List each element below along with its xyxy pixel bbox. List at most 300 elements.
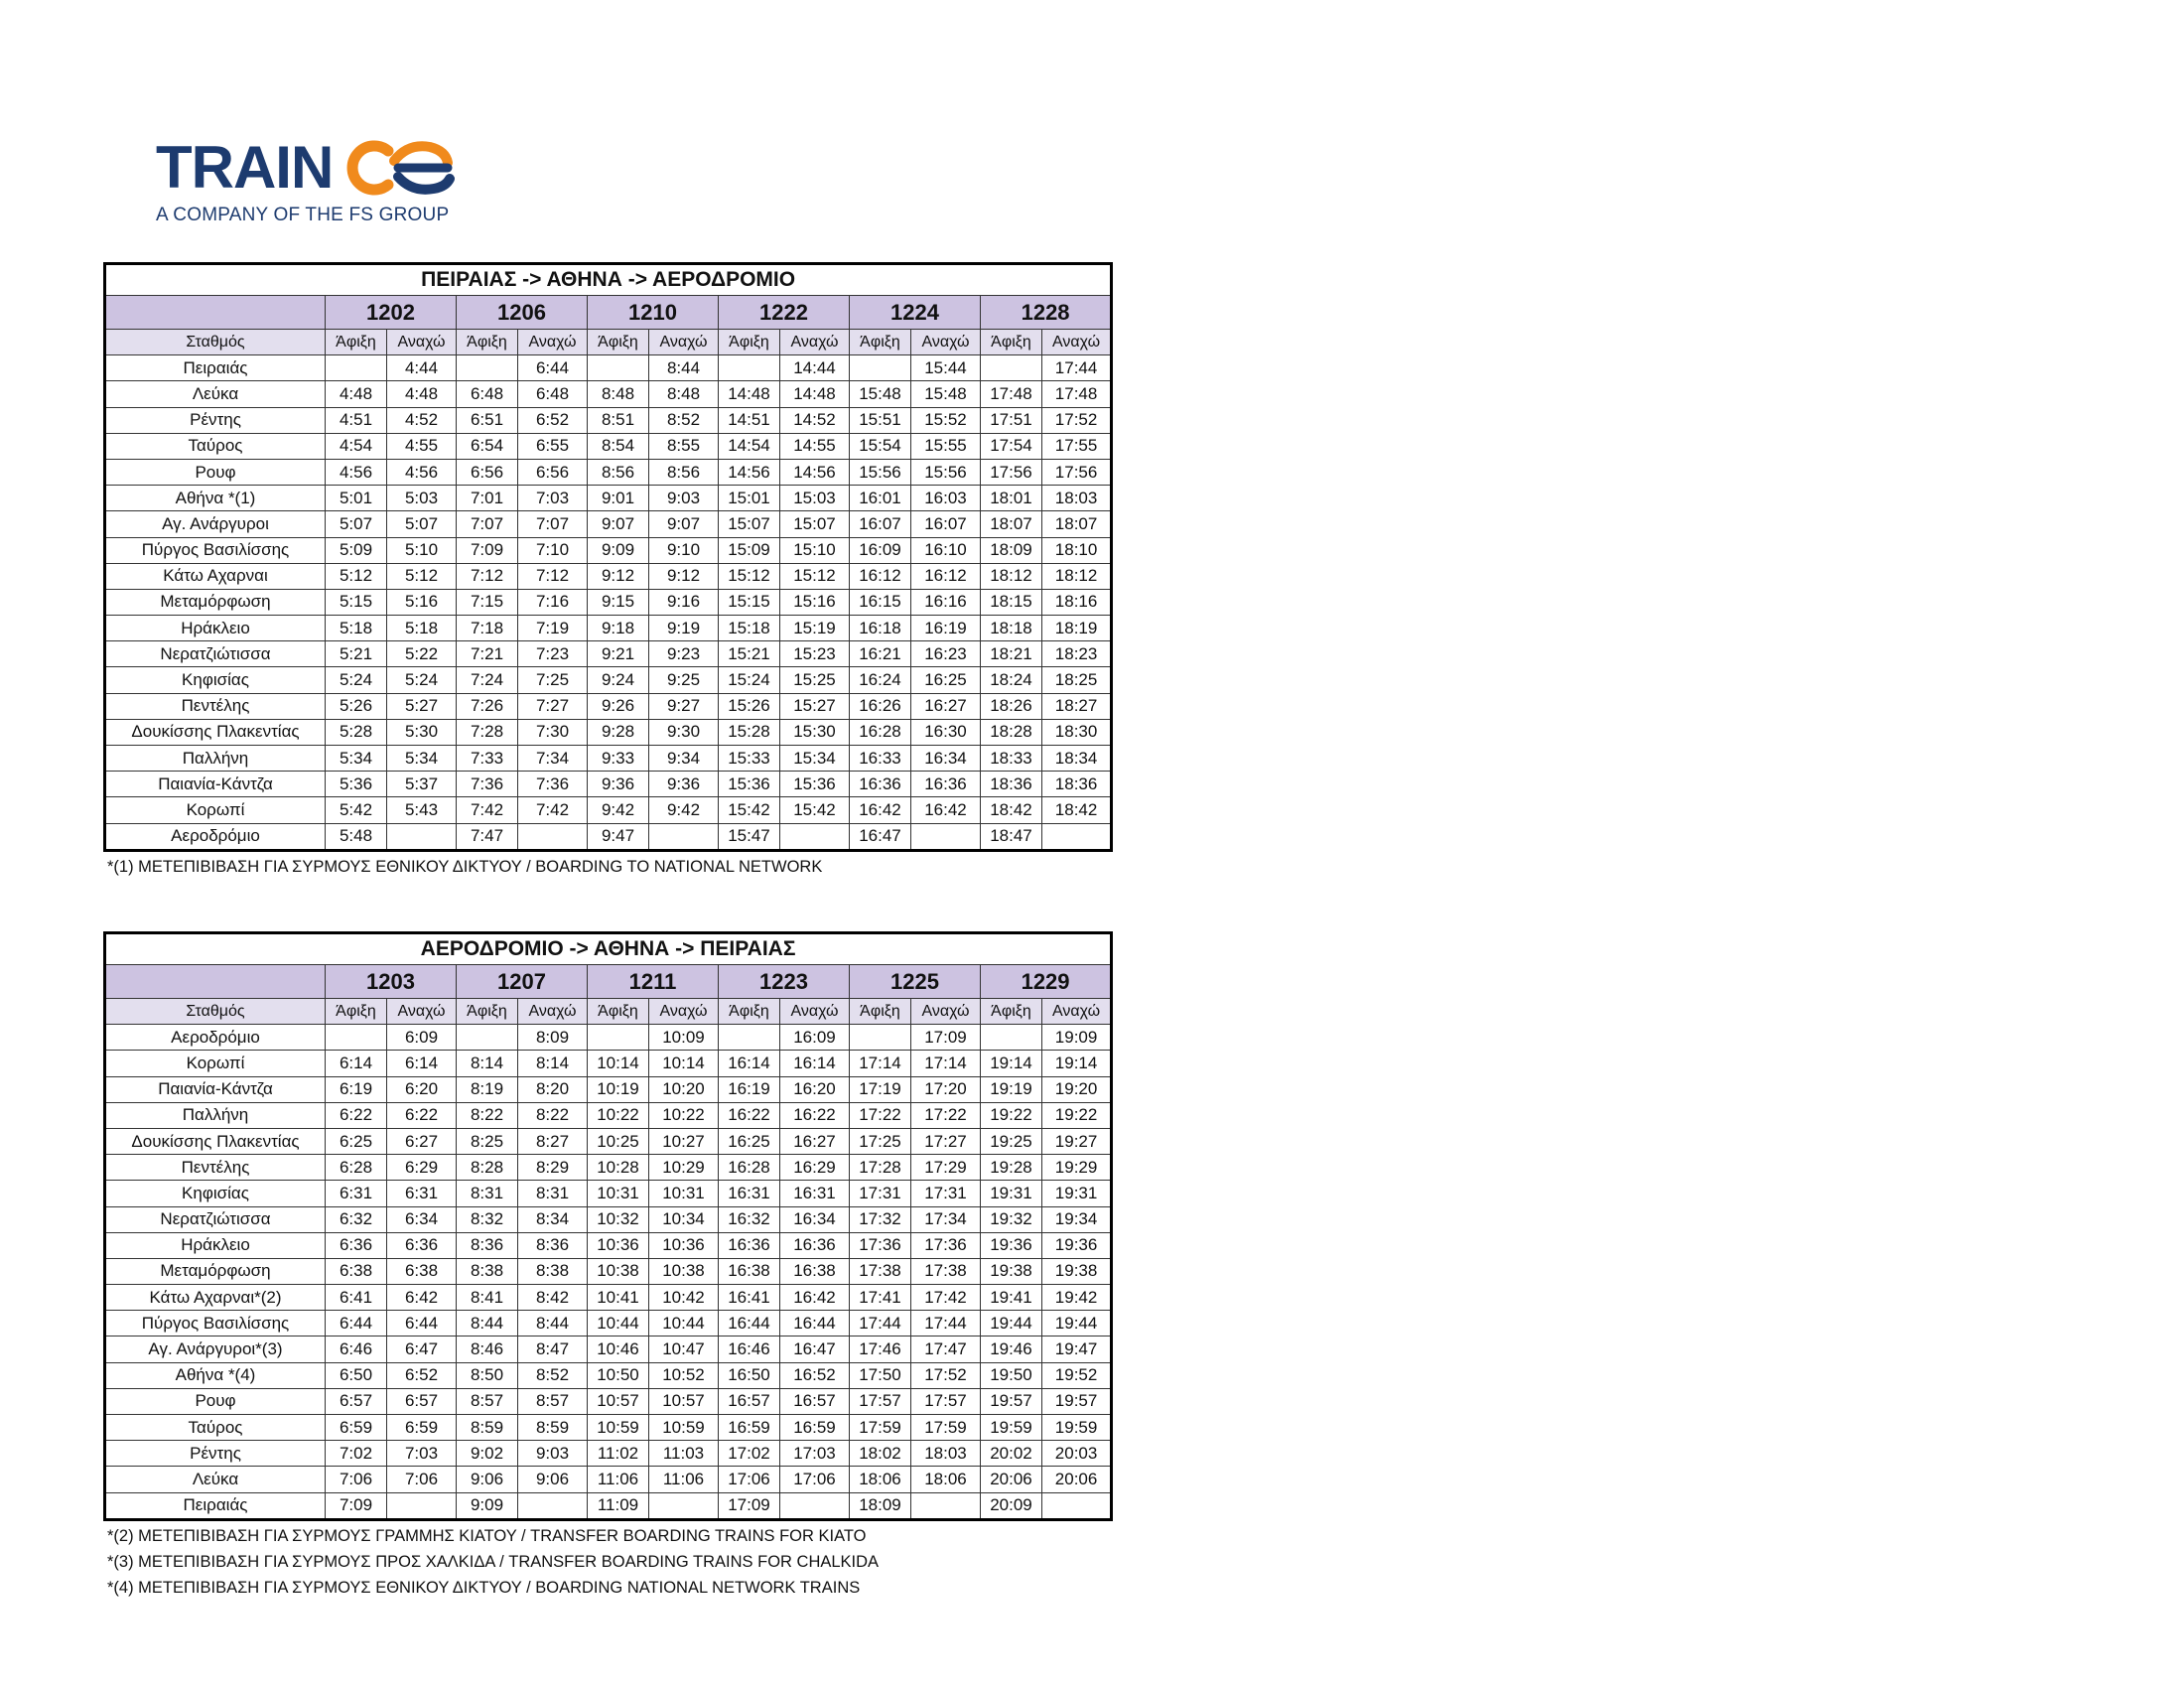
arrival-time: 16:31 xyxy=(719,1181,780,1206)
departure-time: 6:57 xyxy=(387,1388,457,1414)
arrival-time: 9:18 xyxy=(588,616,649,641)
departure-time: 17:29 xyxy=(911,1155,981,1181)
departure-time: 16:57 xyxy=(780,1388,850,1414)
departure-time: 19:38 xyxy=(1042,1258,1112,1284)
table-row xyxy=(105,772,1112,797)
arrival-time xyxy=(588,355,649,381)
departure-time: 5:24 xyxy=(387,667,457,693)
departure-time: 10:44 xyxy=(649,1311,719,1336)
arrival-time: 7:33 xyxy=(457,746,518,772)
arrival-time: 15:15 xyxy=(719,589,780,615)
arrival-time: 16:41 xyxy=(719,1285,780,1311)
arrival-time: 8:50 xyxy=(457,1362,518,1388)
departure-time: 7:10 xyxy=(518,537,588,563)
header-blank-cell xyxy=(105,296,326,330)
arrival-time: 7:18 xyxy=(457,616,518,641)
station-name: Ταύρος xyxy=(105,1415,326,1441)
arrival-time: 18:21 xyxy=(981,641,1042,667)
arrival-column-header: Άφιξη xyxy=(457,330,518,355)
station-name: Αεροδρόμιο xyxy=(105,823,326,850)
departure-time: 10:38 xyxy=(649,1258,719,1284)
arrival-time: 17:59 xyxy=(850,1415,911,1441)
arrival-time: 18:09 xyxy=(850,1492,911,1519)
arrival-time: 16:42 xyxy=(850,797,911,823)
arrival-time xyxy=(719,355,780,381)
arrival-time: 17:02 xyxy=(719,1441,780,1467)
departure-time: 8:36 xyxy=(518,1232,588,1258)
departure-column-header: Αναχώ xyxy=(1042,999,1112,1025)
table-row xyxy=(105,563,1112,589)
departure-time: 18:27 xyxy=(1042,693,1112,719)
departure-time xyxy=(387,1492,457,1519)
departure-time: 7:12 xyxy=(518,563,588,589)
arrival-time: 9:24 xyxy=(588,667,649,693)
table-row xyxy=(105,1388,1112,1414)
arrival-time: 7:47 xyxy=(457,823,518,850)
departure-time: 8:27 xyxy=(518,1128,588,1154)
station-name: Αεροδρόμιο xyxy=(105,1025,326,1051)
departure-time: 10:59 xyxy=(649,1415,719,1441)
arrival-time: 19:44 xyxy=(981,1311,1042,1336)
departure-time: 17:48 xyxy=(1042,381,1112,407)
station-name: Ταύρος xyxy=(105,433,326,459)
departure-time: 16:27 xyxy=(911,693,981,719)
station-name: Λεύκα xyxy=(105,381,326,407)
table-row xyxy=(105,1258,1112,1284)
arrival-time: 5:21 xyxy=(326,641,387,667)
departure-time: 15:03 xyxy=(780,486,850,511)
departure-time: 6:20 xyxy=(387,1076,457,1102)
footnote: *(4) ΜΕΤΕΠΙΒΙΒΑΣΗ ΓΙΑ ΣΥΡΜΟΥΣ ΕΘΝΙΚΟΥ ΔΙΚΤΥΟΥ / BOARDING NATIONAL NETWORK TRAINS xyxy=(107,1579,861,1597)
table-row xyxy=(105,486,1112,511)
departure-time: 16:38 xyxy=(780,1258,850,1284)
departure-time: 19:52 xyxy=(1042,1362,1112,1388)
arrival-time: 17:31 xyxy=(850,1181,911,1206)
departure-time: 6:14 xyxy=(387,1051,457,1076)
arrival-time: 18:42 xyxy=(981,797,1042,823)
arrival-time: 6:14 xyxy=(326,1051,387,1076)
arrival-time: 4:54 xyxy=(326,433,387,459)
logo-tagline: A COMPANY OF THE FS GROUP xyxy=(156,205,450,225)
departure-time: 10:42 xyxy=(649,1285,719,1311)
arrival-time: 17:28 xyxy=(850,1155,911,1181)
departure-time xyxy=(780,1492,850,1519)
arrival-time: 16:47 xyxy=(850,823,911,850)
departure-time: 6:38 xyxy=(387,1258,457,1284)
station-name: Πεντέλης xyxy=(105,1155,326,1181)
arrival-time: 15:09 xyxy=(719,537,780,563)
arrival-time: 5:07 xyxy=(326,511,387,537)
departure-time: 7:16 xyxy=(518,589,588,615)
arrival-time: 9:09 xyxy=(457,1492,518,1519)
arrival-time: 7:28 xyxy=(457,719,518,745)
departure-time: 17:57 xyxy=(911,1388,981,1414)
arrival-column-header: Άφιξη xyxy=(850,330,911,355)
arrival-time: 18:33 xyxy=(981,746,1042,772)
departure-time: 17:55 xyxy=(1042,433,1112,459)
departure-time: 18:42 xyxy=(1042,797,1112,823)
departure-time: 17:06 xyxy=(780,1467,850,1492)
arrival-time: 19:28 xyxy=(981,1155,1042,1181)
departure-time: 7:36 xyxy=(518,772,588,797)
table-row xyxy=(105,1285,1112,1311)
station-name: Νερατζιώτισσα xyxy=(105,641,326,667)
arrival-time: 18:28 xyxy=(981,719,1042,745)
table-row xyxy=(105,537,1112,563)
arrival-time: 8:31 xyxy=(457,1181,518,1206)
departure-time: 17:31 xyxy=(911,1181,981,1206)
departure-time: 9:34 xyxy=(649,746,719,772)
arrival-time: 17:14 xyxy=(850,1051,911,1076)
station-name: Πύργος Βασιλίσσης xyxy=(105,1311,326,1336)
departure-time: 7:23 xyxy=(518,641,588,667)
arrival-time: 19:22 xyxy=(981,1102,1042,1128)
station-name: Δουκίσσης Πλακεντίας xyxy=(105,1128,326,1154)
departure-time: 6:27 xyxy=(387,1128,457,1154)
arrival-time: 16:36 xyxy=(719,1232,780,1258)
departure-time: 15:36 xyxy=(780,772,850,797)
arrival-time: 7:42 xyxy=(457,797,518,823)
table-row xyxy=(105,1128,1112,1154)
departure-column-header: Αναχώ xyxy=(518,999,588,1025)
departure-time: 5:34 xyxy=(387,746,457,772)
departure-time: 15:16 xyxy=(780,589,850,615)
station-name: Δουκίσσης Πλακεντίας xyxy=(105,719,326,745)
departure-time xyxy=(780,823,850,850)
table-row xyxy=(105,459,1112,485)
departure-time: 9:27 xyxy=(649,693,719,719)
departure-time xyxy=(1042,823,1112,850)
departure-time: 15:52 xyxy=(911,407,981,433)
arrival-time xyxy=(981,355,1042,381)
departure-time: 19:31 xyxy=(1042,1181,1112,1206)
table-row xyxy=(105,381,1112,407)
arrival-time: 6:54 xyxy=(457,433,518,459)
departure-time: 19:36 xyxy=(1042,1232,1112,1258)
departure-time: 10:20 xyxy=(649,1076,719,1102)
arrival-time: 8:59 xyxy=(457,1415,518,1441)
arrival-time: 8:57 xyxy=(457,1388,518,1414)
departure-time: 16:03 xyxy=(911,486,981,511)
table-row xyxy=(105,433,1112,459)
arrival-time: 5:42 xyxy=(326,797,387,823)
footnote: *(3) ΜΕΤΕΠΙΒΙΒΑΣΗ ΓΙΑ ΣΥΡΜΟΥΣ ΠΡΟΣ ΧΑΛΚΙΔΑ / TRANSFER BOARDING TRAINS FOR CHALKIDA xyxy=(107,1553,880,1571)
arrival-time: 8:46 xyxy=(457,1336,518,1362)
arrival-time xyxy=(850,1025,911,1051)
departure-time: 7:06 xyxy=(387,1467,457,1492)
departure-time: 8:42 xyxy=(518,1285,588,1311)
arrival-time: 6:59 xyxy=(326,1415,387,1441)
departure-time: 18:34 xyxy=(1042,746,1112,772)
station-name: Κάτω Αχαρναι*(2) xyxy=(105,1285,326,1311)
table-row xyxy=(105,1492,1112,1519)
arrival-time: 7:09 xyxy=(326,1492,387,1519)
arrival-time: 5:26 xyxy=(326,693,387,719)
departure-time: 18:25 xyxy=(1042,667,1112,693)
departure-time: 10:29 xyxy=(649,1155,719,1181)
station-name: Πεντέλης xyxy=(105,693,326,719)
departure-time: 6:44 xyxy=(518,355,588,381)
departure-time: 18:36 xyxy=(1042,772,1112,797)
departure-time: 10:34 xyxy=(649,1206,719,1232)
arrival-time: 6:44 xyxy=(326,1311,387,1336)
departure-time: 15:25 xyxy=(780,667,850,693)
arrival-time: 7:12 xyxy=(457,563,518,589)
departure-time: 18:23 xyxy=(1042,641,1112,667)
arrival-time: 17:38 xyxy=(850,1258,911,1284)
arrival-time: 6:22 xyxy=(326,1102,387,1128)
arrival-column-header: Άφιξη xyxy=(981,330,1042,355)
departure-time: 9:10 xyxy=(649,537,719,563)
arrival-time: 10:50 xyxy=(588,1362,649,1388)
arrival-time: 7:24 xyxy=(457,667,518,693)
arrival-time: 15:28 xyxy=(719,719,780,745)
departure-time: 16:42 xyxy=(780,1285,850,1311)
arrival-time: 16:44 xyxy=(719,1311,780,1336)
arrival-time: 9:33 xyxy=(588,746,649,772)
arrival-time xyxy=(326,1025,387,1051)
arrival-time: 17:54 xyxy=(981,433,1042,459)
arrival-time: 9:26 xyxy=(588,693,649,719)
arrival-time: 10:41 xyxy=(588,1285,649,1311)
arrival-time: 5:01 xyxy=(326,486,387,511)
departure-time: 6:44 xyxy=(387,1311,457,1336)
arrival-time: 16:46 xyxy=(719,1336,780,1362)
table-row xyxy=(105,693,1112,719)
arrival-time: 16:38 xyxy=(719,1258,780,1284)
arrival-time: 17:48 xyxy=(981,381,1042,407)
train-number-header: 1211 xyxy=(588,965,719,999)
departure-time: 10:47 xyxy=(649,1336,719,1362)
arrival-time: 19:25 xyxy=(981,1128,1042,1154)
station-name: Κορωπί xyxy=(105,1051,326,1076)
departure-time: 15:19 xyxy=(780,616,850,641)
arrival-time: 16:26 xyxy=(850,693,911,719)
station-name: Ρέντης xyxy=(105,1441,326,1467)
departure-time: 5:30 xyxy=(387,719,457,745)
departure-time: 15:34 xyxy=(780,746,850,772)
departure-time: 7:27 xyxy=(518,693,588,719)
arrival-time: 16:21 xyxy=(850,641,911,667)
departure-time: 19:57 xyxy=(1042,1388,1112,1414)
departure-time: 6:59 xyxy=(387,1415,457,1441)
departure-time: 17:20 xyxy=(911,1076,981,1102)
arrival-time: 17:36 xyxy=(850,1232,911,1258)
arrival-time xyxy=(719,1025,780,1051)
departure-time: 8:34 xyxy=(518,1206,588,1232)
train-number-header: 1223 xyxy=(719,965,850,999)
arrival-time: 7:02 xyxy=(326,1441,387,1467)
arrival-time: 18:24 xyxy=(981,667,1042,693)
table-row xyxy=(105,1336,1112,1362)
departure-time xyxy=(911,823,981,850)
arrival-time: 5:36 xyxy=(326,772,387,797)
station-name: Παλλήνη xyxy=(105,746,326,772)
departure-time: 16:36 xyxy=(780,1232,850,1258)
train-number-header: 1222 xyxy=(719,296,850,330)
arrival-time: 5:15 xyxy=(326,589,387,615)
arrival-time: 6:48 xyxy=(457,381,518,407)
station-name: Κάτω Αχαρναι xyxy=(105,563,326,589)
arrival-time: 10:19 xyxy=(588,1076,649,1102)
arrival-time: 19:59 xyxy=(981,1415,1042,1441)
table-row xyxy=(105,511,1112,537)
departure-time: 16:30 xyxy=(911,719,981,745)
departure-time: 9:03 xyxy=(518,1441,588,1467)
departure-time: 19:29 xyxy=(1042,1155,1112,1181)
departure-time: 16:52 xyxy=(780,1362,850,1388)
arrival-time: 9:07 xyxy=(588,511,649,537)
departure-time: 5:16 xyxy=(387,589,457,615)
arrival-time: 15:01 xyxy=(719,486,780,511)
departure-column-header: Αναχώ xyxy=(1042,330,1112,355)
train-number-header: 1206 xyxy=(457,296,588,330)
departure-time: 9:12 xyxy=(649,563,719,589)
departure-time: 15:07 xyxy=(780,511,850,537)
arrival-time: 9:09 xyxy=(588,537,649,563)
arrival-time: 8:14 xyxy=(457,1051,518,1076)
arrival-time: 6:38 xyxy=(326,1258,387,1284)
departure-time: 19:09 xyxy=(1042,1025,1112,1051)
arrival-time: 14:51 xyxy=(719,407,780,433)
departure-time: 4:56 xyxy=(387,459,457,485)
departure-time: 19:27 xyxy=(1042,1128,1112,1154)
departure-time: 16:14 xyxy=(780,1051,850,1076)
departure-time: 10:27 xyxy=(649,1128,719,1154)
departure-time: 6:31 xyxy=(387,1181,457,1206)
departure-time: 5:12 xyxy=(387,563,457,589)
arrival-time: 17:56 xyxy=(981,459,1042,485)
departure-time: 19:44 xyxy=(1042,1311,1112,1336)
table-row xyxy=(105,797,1112,823)
departure-time: 6:55 xyxy=(518,433,588,459)
arrival-time: 16:59 xyxy=(719,1415,780,1441)
arrival-time: 8:56 xyxy=(588,459,649,485)
arrival-time: 11:06 xyxy=(588,1467,649,1492)
arrival-time: 8:19 xyxy=(457,1076,518,1102)
arrival-time: 15:42 xyxy=(719,797,780,823)
departure-time: 5:37 xyxy=(387,772,457,797)
arrival-time: 10:59 xyxy=(588,1415,649,1441)
arrival-time: 10:25 xyxy=(588,1128,649,1154)
arrival-column-header: Άφιξη xyxy=(588,999,649,1025)
arrival-time: 17:19 xyxy=(850,1076,911,1102)
departure-time: 9:36 xyxy=(649,772,719,797)
departure-time xyxy=(387,823,457,850)
arrival-time: 6:51 xyxy=(457,407,518,433)
departure-time: 6:47 xyxy=(387,1336,457,1362)
departure-time: 18:16 xyxy=(1042,589,1112,615)
table-row xyxy=(105,1441,1112,1467)
departure-column-header: Αναχώ xyxy=(780,999,850,1025)
departure-time xyxy=(518,823,588,850)
arrival-time: 16:12 xyxy=(850,563,911,589)
table-row xyxy=(105,589,1112,615)
arrival-time: 19:19 xyxy=(981,1076,1042,1102)
departure-time: 16:20 xyxy=(780,1076,850,1102)
arrival-time: 9:02 xyxy=(457,1441,518,1467)
train-number-header: 1225 xyxy=(850,965,981,999)
departure-time: 10:36 xyxy=(649,1232,719,1258)
station-name: Κηφισίας xyxy=(105,667,326,693)
arrival-time: 18:07 xyxy=(981,511,1042,537)
departure-time: 9:07 xyxy=(649,511,719,537)
departure-time: 14:55 xyxy=(780,433,850,459)
arrival-column-header: Άφιξη xyxy=(326,999,387,1025)
arrival-time: 17:32 xyxy=(850,1206,911,1232)
arrival-time: 17:44 xyxy=(850,1311,911,1336)
departure-time: 15:10 xyxy=(780,537,850,563)
departure-time: 6:34 xyxy=(387,1206,457,1232)
departure-column-header: Αναχώ xyxy=(649,330,719,355)
arrival-time: 10:31 xyxy=(588,1181,649,1206)
departure-time: 8:56 xyxy=(649,459,719,485)
departure-time: 9:06 xyxy=(518,1467,588,1492)
arrival-time: 6:31 xyxy=(326,1181,387,1206)
departure-time: 16:31 xyxy=(780,1181,850,1206)
table-title: ΠΕΙΡΑΙΑΣ -> ΑΘΗΝΑ -> ΑΕΡΟΔΡΟΜΙΟ xyxy=(105,264,1112,296)
arrival-time: 17:57 xyxy=(850,1388,911,1414)
departure-time: 10:57 xyxy=(649,1388,719,1414)
arrival-column-header: Άφιξη xyxy=(981,999,1042,1025)
departure-time: 4:55 xyxy=(387,433,457,459)
arrival-time: 16:28 xyxy=(719,1155,780,1181)
arrival-time: 16:19 xyxy=(719,1076,780,1102)
table-title: ΑΕΡΟΔΡΟΜΙΟ -> ΑΘΗΝΑ -> ΠΕΙΡΑΙΑΣ xyxy=(105,933,1112,965)
table-row xyxy=(105,1467,1112,1492)
arrival-time: 9:21 xyxy=(588,641,649,667)
departure-time: 7:25 xyxy=(518,667,588,693)
departure-time xyxy=(911,1492,981,1519)
departure-time: 15:42 xyxy=(780,797,850,823)
departure-time: 4:52 xyxy=(387,407,457,433)
table-row xyxy=(105,1155,1112,1181)
station-name: Ηράκλειο xyxy=(105,616,326,641)
departure-time: 16:10 xyxy=(911,537,981,563)
arrival-time: 16:33 xyxy=(850,746,911,772)
timetable-airport-to-piraeus xyxy=(103,931,1113,1521)
arrival-time: 17:25 xyxy=(850,1128,911,1154)
station-name: Αθήνα *(1) xyxy=(105,486,326,511)
arrival-time: 20:02 xyxy=(981,1441,1042,1467)
arrival-time: 8:25 xyxy=(457,1128,518,1154)
arrival-time: 18:36 xyxy=(981,772,1042,797)
departure-time: 16:09 xyxy=(780,1025,850,1051)
arrival-time: 10:28 xyxy=(588,1155,649,1181)
departure-time xyxy=(518,1492,588,1519)
departure-time: 15:48 xyxy=(911,381,981,407)
arrival-time: 16:15 xyxy=(850,589,911,615)
arrival-column-header: Άφιξη xyxy=(719,999,780,1025)
departure-time: 18:07 xyxy=(1042,511,1112,537)
arrival-time: 16:50 xyxy=(719,1362,780,1388)
departure-column-header: Αναχώ xyxy=(911,999,981,1025)
arrival-time: 19:38 xyxy=(981,1258,1042,1284)
departure-time: 16:59 xyxy=(780,1415,850,1441)
departure-time: 15:56 xyxy=(911,459,981,485)
arrival-column-header: Άφιξη xyxy=(326,330,387,355)
station-name: Παιανία-Κάντζα xyxy=(105,772,326,797)
arrival-time: 15:33 xyxy=(719,746,780,772)
departure-time: 9:16 xyxy=(649,589,719,615)
table-row xyxy=(105,1311,1112,1336)
departure-column-header: Αναχώ xyxy=(780,330,850,355)
station-name: Ρουφ xyxy=(105,459,326,485)
departure-time: 15:55 xyxy=(911,433,981,459)
footnotes-table2 xyxy=(107,1523,879,1601)
arrival-time: 19:41 xyxy=(981,1285,1042,1311)
departure-time: 7:19 xyxy=(518,616,588,641)
